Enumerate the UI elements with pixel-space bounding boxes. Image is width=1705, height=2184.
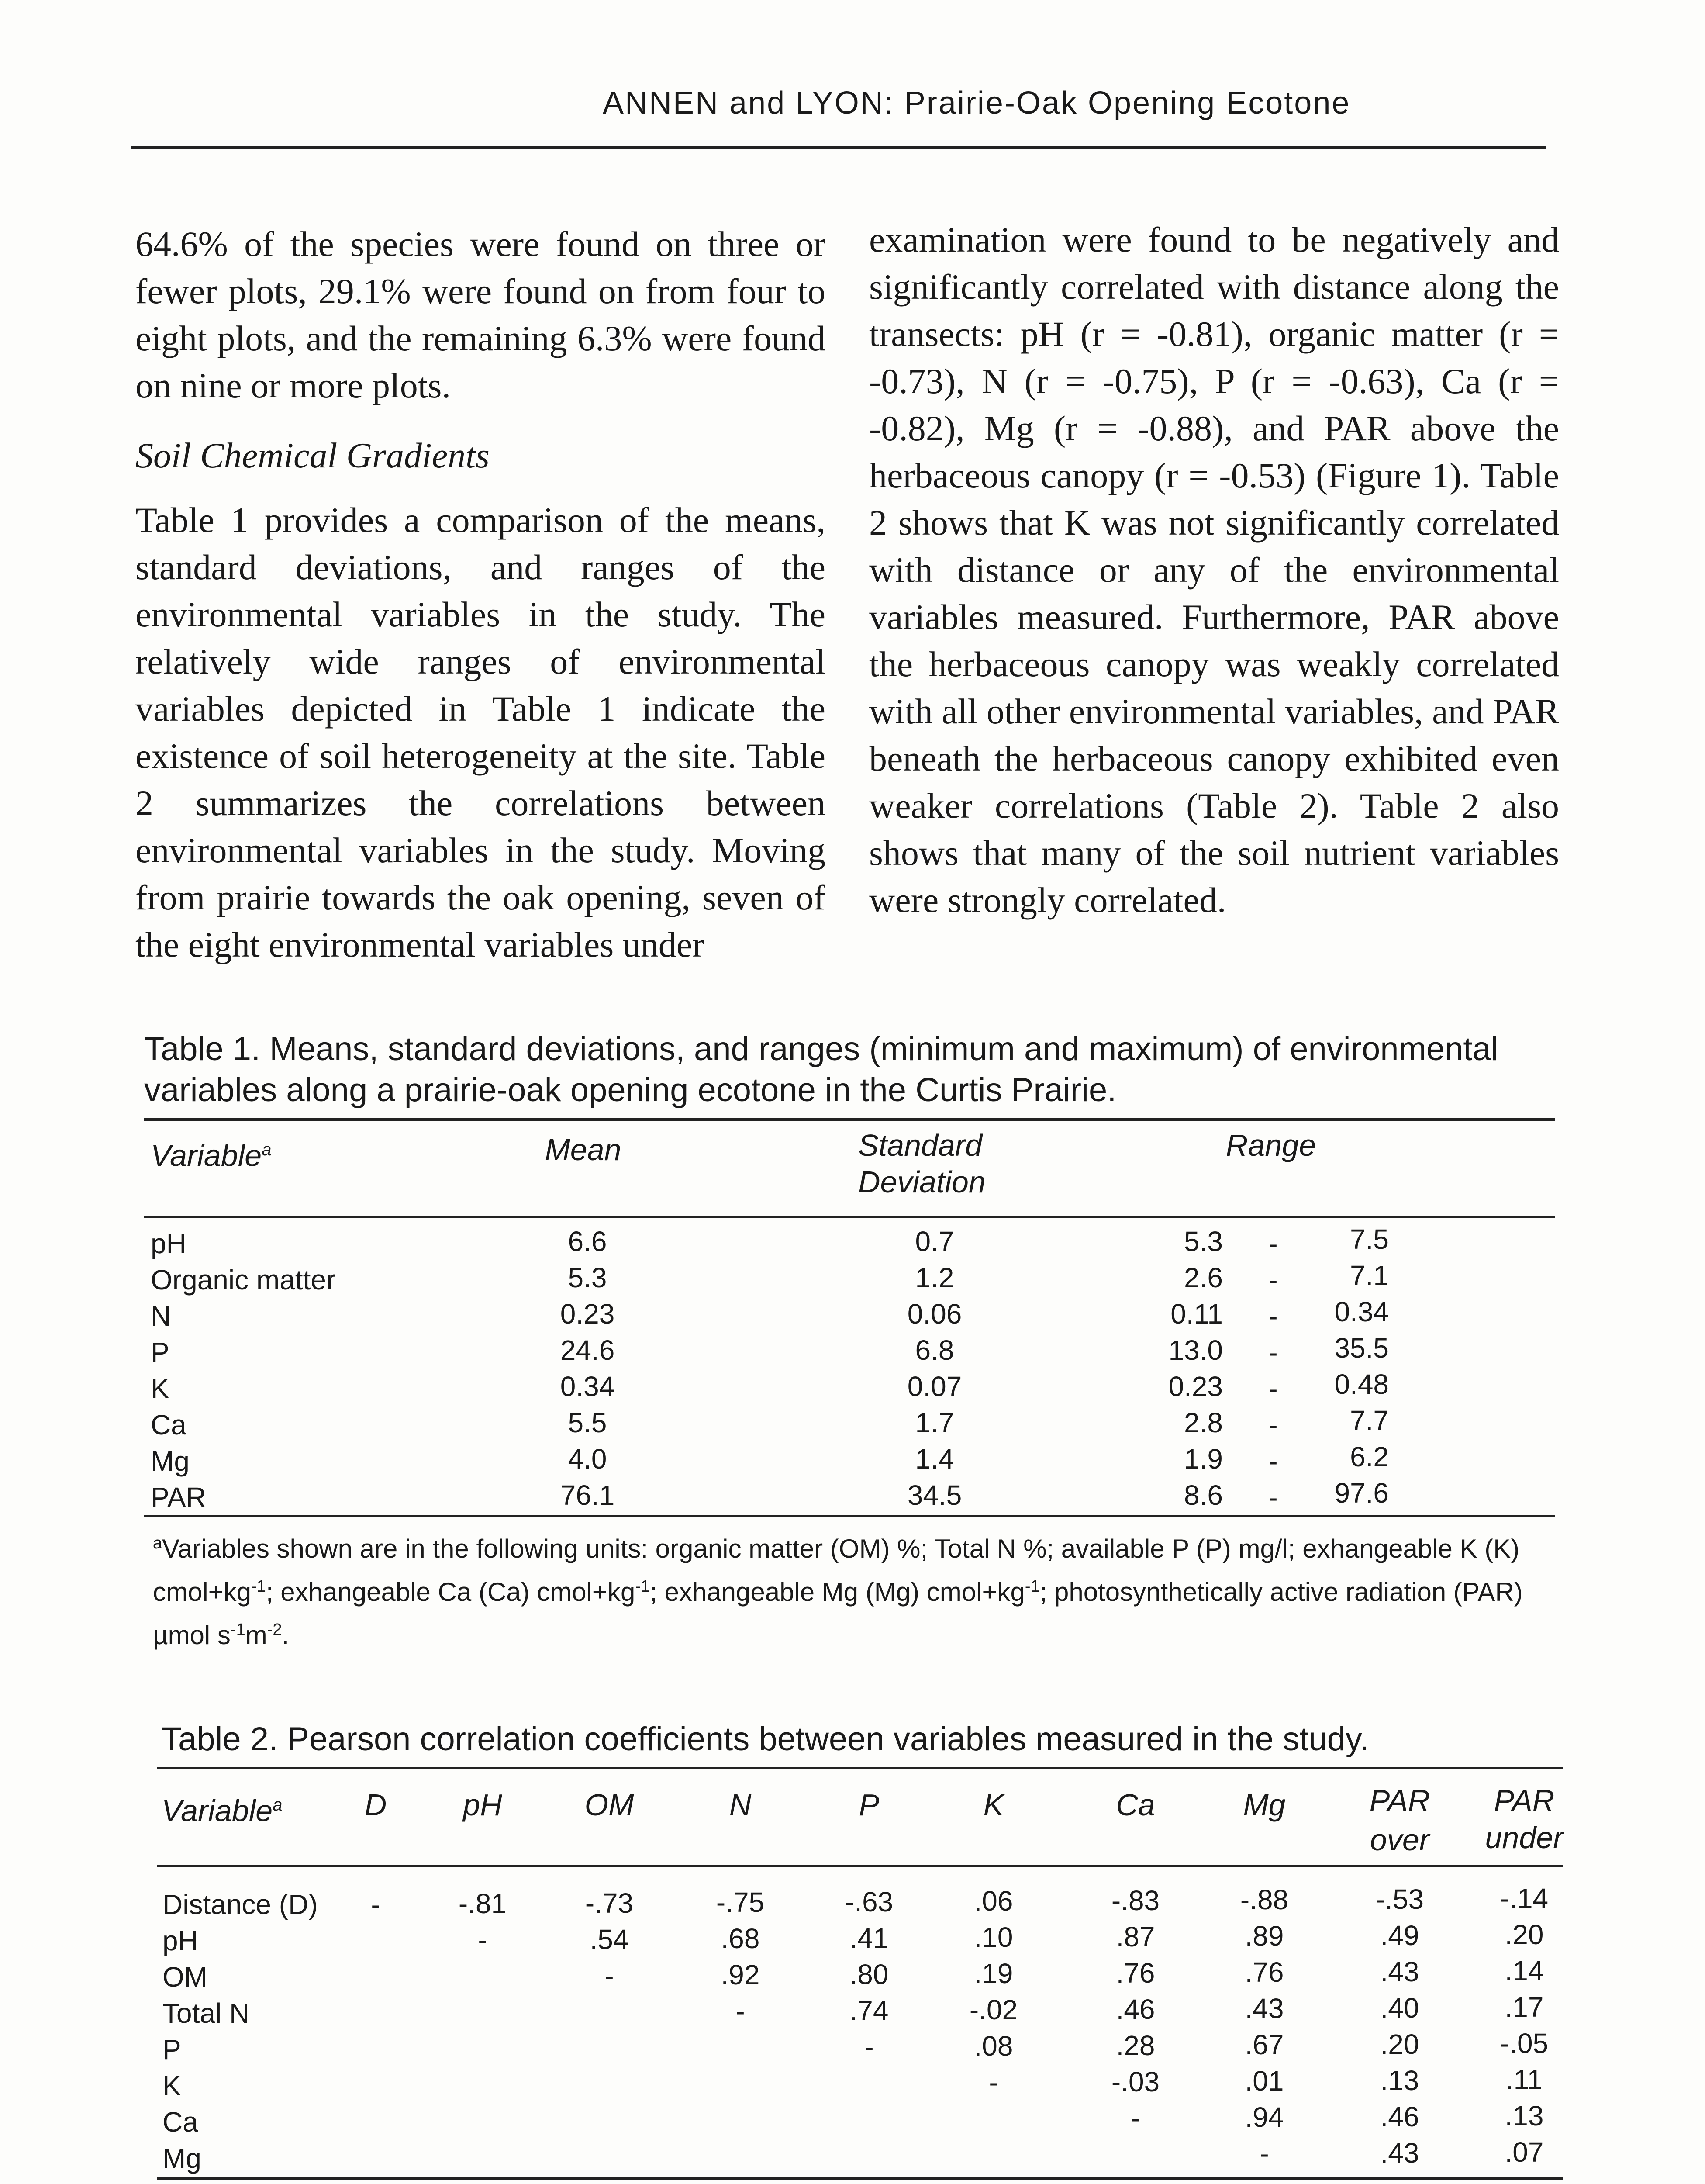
table2-header-k: K: [983, 1788, 1004, 1822]
table2-header-d: D: [364, 1788, 387, 1822]
table2-cell-value: .46: [1116, 1994, 1155, 2025]
table2-cell-value: .19: [974, 1958, 1013, 1989]
table2-cell-value: .43: [1380, 1956, 1419, 1987]
table2-header-ca: Ca: [1116, 1788, 1155, 1822]
table1-cell-min: 8.6: [1184, 1479, 1223, 1511]
table1-cell-variable: Organic matter: [151, 1264, 336, 1296]
table1-header-mean: Mean: [545, 1133, 621, 1167]
table2-cell-value: .07: [1505, 2136, 1544, 2168]
table2-cell-value: .13: [1380, 2065, 1419, 2096]
table2-cell-value: .89: [1245, 1920, 1284, 1952]
table2-cell-value: .76: [1245, 1956, 1284, 1988]
table1-cell-min: 0.23: [1168, 1371, 1223, 1402]
table2-cell-value: -.02: [969, 1994, 1018, 2025]
table1-cell-dash: -: [1268, 1337, 1278, 1368]
left-column: [135, 221, 825, 968]
paragraph: Table 1 provides a comparison of the means, standard deviations, and ranges of the environmental variables in the study. The relatively wide ranges of environmental variables depicted in Table 1 indicate the existence of soil heterogeneity at the site. Table 2 summarizes the correlations between environmental variables in the study. Moving from prairie towards the oak opening, seven of the eight environmental variables under: [135, 500, 825, 964]
table2-header-variable: [162, 1791, 283, 1828]
table2-cell-value: .68: [721, 1923, 760, 1954]
table1-cell-variable: pH: [151, 1228, 186, 1259]
table2-cell-value: -.05: [1500, 2028, 1549, 2059]
table2-bottom-rule: [157, 2177, 1563, 2180]
table2-cell-variable: K: [162, 2070, 181, 2101]
table2-cell-value: .80: [849, 1959, 889, 1990]
table2-cell-value: -: [1131, 2102, 1140, 2134]
table2-header-par-under-sub: under: [1485, 1821, 1563, 1855]
table2-cell-value: -.83: [1111, 1885, 1160, 1916]
table1-cell-sd: 1.4: [915, 1443, 954, 1475]
table1-header-rule: [144, 1216, 1555, 1218]
table2-cell-value: -.73: [585, 1887, 634, 1919]
table1-cell-sd: 1.2: [915, 1262, 954, 1293]
table2-header-p: P: [859, 1788, 880, 1822]
table2-cell-value: .28: [1116, 2030, 1155, 2061]
table2-header-rule: [157, 1865, 1563, 1867]
table2-cell-value: -.03: [1111, 2066, 1160, 2098]
table2-cell-value: -.75: [716, 1887, 765, 1918]
table2-cell-variable: Distance (D): [162, 1889, 318, 1920]
table2-cell-variable: Total N: [162, 1997, 250, 2029]
right-column: [869, 216, 1559, 924]
table1-cell-max: 97.6: [1334, 1477, 1389, 1509]
table1-cell-variable: PAR: [151, 1482, 206, 1513]
table2-header-ph: pH: [463, 1788, 502, 1822]
table2-cell-value: .01: [1245, 2065, 1284, 2097]
table1-cell-mean: 24.6: [560, 1334, 615, 1366]
table1-cell-variable: Ca: [151, 1409, 186, 1441]
table2-cell-value: -.88: [1240, 1884, 1289, 1915]
table1-cell-mean: 4.0: [568, 1443, 607, 1475]
table1-header-variable: Variable$^a$: [151, 1138, 272, 1173]
table2-cell-value: .43: [1245, 1993, 1284, 2024]
table1-cell-dash: -: [1268, 1445, 1278, 1477]
table2-header-par-over: PAR: [1369, 1783, 1430, 1818]
table2-cell-value: .94: [1245, 2101, 1284, 2133]
table2-header-variable-footnote-mark: a: [273, 1795, 283, 1814]
table2-cell-value: .41: [849, 1922, 889, 1954]
table1-cell-variable: K: [151, 1373, 169, 1404]
table1-cell-sd: 0.07: [907, 1371, 962, 1402]
table2-cell-value: .74: [849, 1995, 889, 2026]
table1-cell-sd: 0.06: [907, 1298, 962, 1330]
table1-cell-sd: 1.7: [915, 1407, 954, 1438]
table2-cell-value: -: [989, 2067, 998, 2098]
table1-cell-min: 2.8: [1184, 1407, 1223, 1438]
table1-cell-dash: -: [1268, 1300, 1278, 1332]
table2-cell-value: .46: [1380, 2101, 1419, 2132]
table1-cell-mean: 76.1: [560, 1479, 615, 1511]
table2-cell-value: .06: [974, 1885, 1013, 1917]
table1-cell-mean: 5.5: [568, 1407, 607, 1438]
table1-cell-sd: 6.8: [915, 1334, 954, 1366]
table2-header-par-under: PAR: [1494, 1783, 1555, 1818]
table2-cell-variable: pH: [162, 1925, 198, 1956]
table2-header-par-over-sub: over: [1370, 1823, 1430, 1857]
table1-cell-max: 7.1: [1350, 1260, 1389, 1291]
table1-top-rule: [144, 1118, 1555, 1121]
table1-header-sd: Standard Deviation: [858, 1128, 986, 1199]
paragraph: 64.6% of the species were found on three or fewer plots, 29.1% were found on from four to eight plots, and the remaining 6.3% were found on nine or more plots.: [135, 224, 825, 405]
table2-cell-value: .49: [1380, 1920, 1419, 1951]
table1-cell-max: 0.48: [1334, 1368, 1389, 1400]
table1-cell-min: 5.3: [1184, 1226, 1223, 1257]
table2-cell-value: .76: [1116, 1957, 1155, 1989]
table2-cell-variable: OM: [162, 1961, 208, 1993]
table1-caption: Table 1. Means, standard deviations, and ranges (minimum and maximum) of environmental variables along a prairie-oak opening ecotone in the Curtis Prairie.: [144, 1030, 1498, 1109]
running-head: ANNEN and LYON: Prairie-Oak Opening Ecotone: [603, 86, 1351, 121]
table2-caption: Table 2. Pearson correlation coefficients between variables measured in the study.: [162, 1721, 1369, 1758]
table1-cell-dash: -: [1268, 1228, 1278, 1259]
table2-cell-value: -.14: [1500, 1883, 1549, 1914]
table2-cell-value: .20: [1380, 2028, 1419, 2060]
table2-header-om: OM: [584, 1788, 634, 1822]
table1-cell-dash: -: [1268, 1264, 1278, 1296]
table2-top-rule: [157, 1767, 1563, 1769]
table2-header-variable-text: Variable: [162, 1794, 273, 1828]
table2-cell-value: -.81: [458, 1888, 507, 1919]
section-heading: Soil Chemical Gradients: [135, 435, 490, 475]
table2-cell-value: .13: [1505, 2100, 1544, 2132]
table1-cell-max: 6.2: [1350, 1441, 1389, 1472]
table1-cell-min: 0.11: [1170, 1298, 1223, 1330]
table2-cell-value: .10: [974, 1921, 1013, 1953]
table1-cell-max: 0.34: [1334, 1296, 1389, 1327]
table2-cell-value: .67: [1245, 2029, 1284, 2060]
table2-header-n: N: [729, 1788, 752, 1822]
table2-cell-value: -: [864, 2031, 874, 2063]
table2-cell-value: -: [478, 1924, 487, 1956]
paragraph: examination were found to be negatively and significantly correlated with distance along the transects: pH (r = -0.81), organic matter (r = -0.73), N (r = -0.75), P (r = -0.63), Ca (r = -0.82), Mg (r = -0.88), and PAR above the herbaceous canopy (r = -0.53) (Figure 1). Table 2 shows that K was not significantly correlated with distance or any of the environmental variables measured. Furthermore, PAR above the herbaceous canopy was weakly correlated with all other environmental variables, and PAR beneath the herbaceous canopy exhibited even weaker correlations (Table 2). Table 2 also shows that many of the soil nutrient variables were strongly correlated.: [869, 220, 1559, 920]
table2-cell-value: .92: [721, 1959, 760, 1990]
table1-cell-sd: 0.7: [915, 1226, 954, 1257]
table2-cell-value: .17: [1505, 1991, 1544, 2023]
table1-cell-dash: -: [1268, 1482, 1278, 1513]
table2-cell-value: .87: [1116, 1921, 1155, 1952]
table2-cell-value: -: [604, 1960, 614, 1991]
table1-cell-sd: 34.5: [907, 1479, 962, 1511]
table2-cell-value: .20: [1505, 1919, 1544, 1950]
table2-cell-variable: Mg: [162, 2143, 201, 2174]
table1-cell-variable: Mg: [151, 1445, 190, 1477]
table1-bottom-rule: [144, 1515, 1555, 1517]
table2-cell-variable: P: [162, 2034, 181, 2065]
table1-cell-max: 7.7: [1350, 1405, 1389, 1436]
table1-cell-dash: -: [1268, 1373, 1278, 1404]
table1-cell-mean: 6.6: [568, 1226, 607, 1257]
header-rule: [131, 146, 1546, 149]
table1-cell-mean: 0.34: [560, 1371, 615, 1402]
table1-cell-mean: 0.23: [560, 1298, 615, 1330]
table2-cell-value: .11: [1505, 2064, 1543, 2095]
table2-header-mg: Mg: [1243, 1788, 1286, 1822]
table1-cell-dash: -: [1268, 1409, 1278, 1441]
table1-cell-min: 13.0: [1168, 1334, 1223, 1366]
table2-cell-value: .08: [974, 2030, 1013, 2062]
table1-cell-max: 35.5: [1334, 1332, 1389, 1364]
table1-cell-min: 2.6: [1184, 1262, 1223, 1293]
table2-cell-value: .40: [1380, 1992, 1419, 2024]
table1-cell-variable: N: [151, 1300, 171, 1332]
table2-cell-value: -: [735, 1995, 745, 2027]
table1-header-range: Range: [1225, 1128, 1316, 1162]
table1-cell-max: 7.5: [1350, 1223, 1389, 1255]
table2-cell-value: -: [1260, 2138, 1269, 2169]
table2-cell-value: .54: [590, 1924, 629, 1955]
table1-cell-mean: 5.3: [568, 1262, 607, 1293]
table2-cell-value: .43: [1380, 2137, 1419, 2169]
table1-footnote: $^a$Variables shown are in the following units: organic matter (OM) %; Total N %; available P (P) mg/l; exhangeable K (K) $cmol+kg^{-1}$; exhangeable Ca (Ca) $cmol+kg^{-1}$; exhangeable Mg (Mg) $cmol+kg^{-1}$; photosynthetically active radiation (PAR) µmol $s^{-1}m^{-2}$.: [153, 1534, 1523, 1650]
table2-cell-value: -.53: [1375, 1883, 1424, 1915]
table2-cell-variable: Ca: [162, 2106, 198, 2138]
table1-cell-variable: P: [151, 1337, 169, 1368]
table2-cell-value: -.63: [845, 1886, 894, 1918]
table2-cell-value: -: [371, 1889, 380, 1920]
table2-cell-value: .14: [1505, 1955, 1544, 1987]
table1-cell-min: 1.9: [1184, 1443, 1223, 1475]
